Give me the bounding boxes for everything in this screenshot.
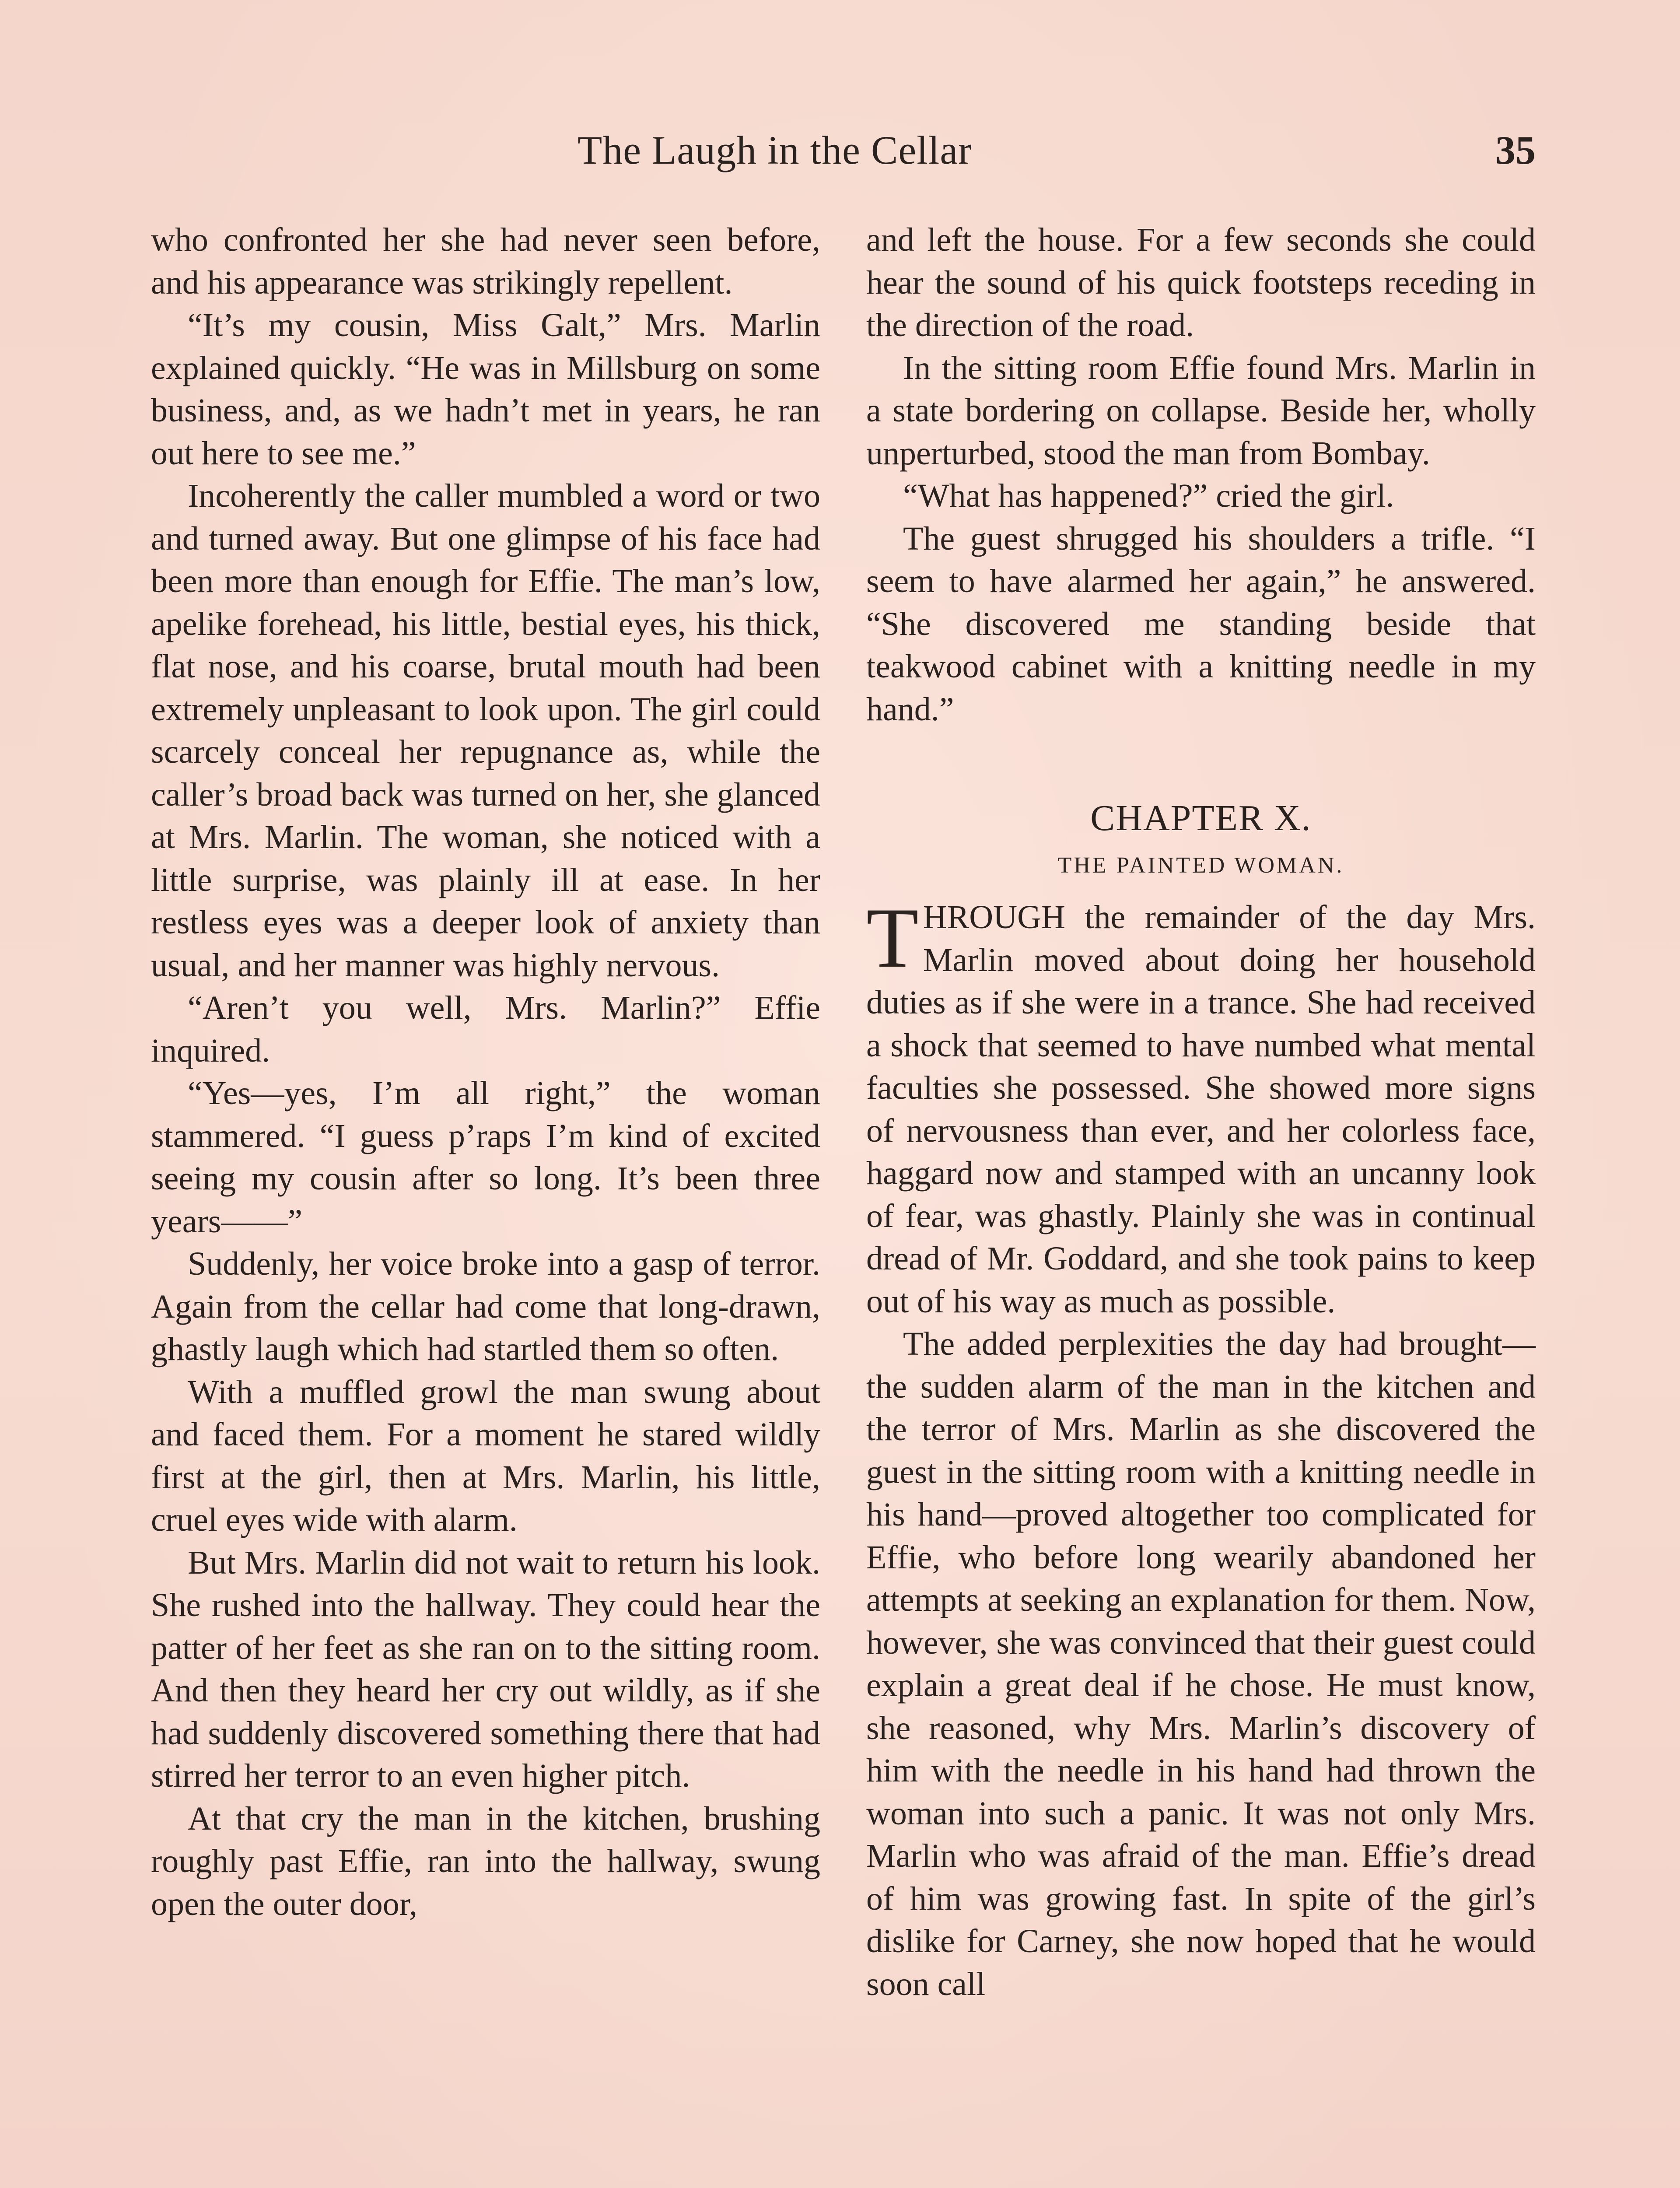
paragraph: With a muffled growl the man swung about and faced them. For a moment he stared wildly first at the girl, then at Mrs. Marlin, his little, cruel eyes wide with alarm. bbox=[151, 1373, 820, 1538]
paragraph: “Aren’t you well, Mrs. Marlin?” Effie inquired. bbox=[151, 989, 820, 1069]
left-column bbox=[151, 219, 820, 1925]
right-column bbox=[866, 219, 1536, 2006]
paragraph: “Yes—yes, I’m all right,” the woman stammered. “I guess p’raps I’m kind of excited seeing my cousin after so long. It’s been three years——” bbox=[151, 1075, 820, 1240]
page-number: 35 bbox=[1495, 128, 1536, 172]
paragraph: The added perplexities the day had brought—the sudden alarm of the man in the kitchen and the terror of Mrs. Marlin as she discovered the guest in the sitting room with a knitting needle in his hand—proved altogether too complicated for Effie, who before long wearily abandoned her attempts at seeking an explanation for them. Now, however, she was convinced that their guest could explain a great deal if he chose. He must know, she reasoned, why Mrs. Marlin’s discovery of him with the needle in his hand had thrown the woman into such a panic. It was not only Mrs. Marlin who was afraid of the man. Effie’s dread of him was growing fast. In spite of the girl’s dislike for Carney, she now hoped that he would soon call bbox=[866, 1325, 1536, 2002]
paragraph-text: HROUGH the remainder of the day Mrs. Marlin moved about doing her household duties as if she were in a trance. She had received a shock that seemed to have numbed what mental faculties she possessed. She showed more signs of nervousness than ever, and her colorless face, haggard now and stamped with an uncanny look of fear, was ghastly. Plainly she was in continual dread of Mr. Goddard, and she took pains to keep out of his way as much as possible. bbox=[866, 899, 1536, 1320]
paragraph: “What has happened?” cried the girl. bbox=[903, 477, 1394, 514]
paragraph: and left the house. For a few seconds she could hear the sound of his quick footsteps receding in the direction of the road. bbox=[866, 221, 1536, 344]
running-title: The Laugh in the Cellar bbox=[578, 128, 972, 172]
chapter-heading: CHAPTER X. bbox=[1090, 798, 1312, 838]
paragraph: who confronted her she had never seen before, and his appearance was strikingly repellent. bbox=[151, 221, 820, 301]
chapter-subtitle: THE PAINTED WOMAN. bbox=[1057, 853, 1344, 878]
paragraph: Incoherently the caller mumbled a word or two and turned away. But one glimpse of his face had been more than enough for Effie. The man’s low, apelike forehead, his little, bestial eyes, his thick, flat nose, and his coarse, brutal mouth had been extremely unpleasant to look upon. The girl could scarcely conceal her repugnance as, while the caller’s broad back was turned on her, she glanced at Mrs. Marlin. The woman, she noticed with a little surprise, was plainly ill at ease. In her restless eyes was a deeper look of anxiety than usual, and her manner was highly nervous. bbox=[151, 477, 820, 984]
chapter-first-paragraph bbox=[866, 891, 1536, 1323]
paragraph: In the sitting room Effie found Mrs. Marlin in a state bordering on collapse. Beside her, wholly unperturbed, stood the man from Bombay. bbox=[866, 349, 1536, 472]
paragraph: The guest shrugged his shoulders a trifle. “I seem to have alarmed her again,” he answered. “She discovered me standing beside that teakwood cabinet with a knitting needle in my hand.” bbox=[866, 520, 1536, 728]
paragraph: At that cry the man in the kitchen, brushing roughly past Effie, ran into the hallway, swung open the outer door, bbox=[151, 1800, 820, 1922]
paragraph: Suddenly, her voice broke into a gasp of terror. Again from the cellar had come that long-drawn, ghastly laugh which had startled them so often. bbox=[151, 1245, 820, 1368]
drop-cap: T bbox=[866, 891, 919, 985]
paragraph: But Mrs. Marlin did not wait to return his look. She rushed into the hallway. They could hear the patter of her feet as she ran on to the sitting room. And then they heard her cry out wildly, as if she had suddenly discovered something there that had stirred her terror to an even higher pitch. bbox=[151, 1544, 820, 1794]
paragraph: “It’s my cousin, Miss Galt,” Mrs. Marlin explained quickly. “He was in Millsburg on some business, and, as we hadn’t met in years, he ran out here to see me.” bbox=[151, 307, 820, 472]
